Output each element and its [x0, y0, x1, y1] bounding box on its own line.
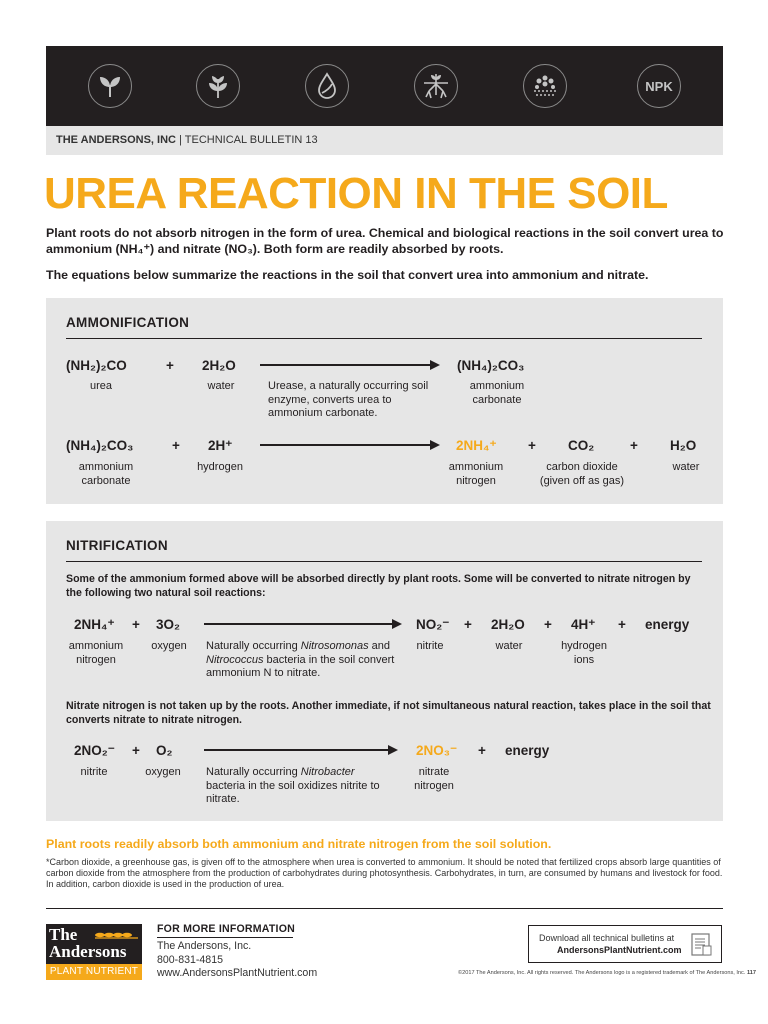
intro-summary: The equations below summarize the reactions in the soil that convert urea into ammonium and nitrate.: [46, 268, 649, 282]
label-ammonium-nitrogen: ammonium nitrogen: [448, 461, 504, 487]
formula-nitrite: NO₂⁻: [416, 617, 450, 632]
nitrobacter-note: [206, 766, 392, 807]
ammonification-title: AMMONIFICATION: [66, 315, 190, 330]
download-text: Download all technical bulletins at: [539, 933, 675, 943]
ammonification-panel: [46, 298, 723, 504]
label-water: water: [672, 461, 700, 473]
formula-ammonium-nitrogen: 2NH₄⁺: [74, 617, 115, 632]
formula-water: 2H₂O: [491, 617, 525, 632]
plant-growth-icon: [196, 64, 240, 108]
soil-particles-icon: [523, 64, 567, 108]
download-link[interactable]: AndersonsPlantNutrient.com: [557, 945, 682, 955]
bulletin-bar: [46, 126, 723, 155]
andersons-logo: [46, 924, 142, 980]
info-rule: [157, 937, 293, 938]
plus-sign: +: [630, 438, 638, 453]
formula-carbon-dioxide: CO₂: [568, 438, 595, 453]
formula-ammonium-carbonate: (NH₄)₂CO₃: [66, 438, 134, 453]
copyright-text: ©2017 The Andersons, Inc. All rights reserved. The Andersons logo is a registered trademark of The Andersons, Inc.: [458, 970, 746, 976]
download-box[interactable]: [528, 925, 722, 963]
label-carbon-dioxide: carbon dioxide (given off as gas): [539, 461, 625, 487]
plus-sign: +: [528, 438, 536, 453]
bulletin-code: 117: [746, 970, 756, 976]
energy-term: energy: [645, 617, 690, 632]
urease-note: Urease, a naturally occurring soil enzyme, converts urea to ammonium carbonate.: [268, 380, 429, 419]
note-text: and: [368, 640, 391, 652]
note-organism: Nitrosomonas: [300, 640, 369, 652]
sprout-icon: [88, 64, 132, 108]
nitrosomonas-note: [206, 640, 406, 681]
formula-nitrite: 2NO₂⁻: [74, 743, 115, 758]
copyright: [458, 970, 756, 976]
roots-icon: [414, 64, 458, 108]
nitrification-title: NITRIFICATION: [66, 538, 168, 553]
label-ammonium-carbonate: ammonium carbonate: [78, 461, 134, 487]
info-company: The Andersons, Inc.: [157, 940, 252, 952]
nitrification-panel: [46, 521, 723, 821]
info-title: FOR MORE INFORMATION: [157, 923, 295, 935]
intro-paragraph: Plant roots do not absorb nitrogen in the form of urea. Chemical and biological reactions in the soil convert urea to ammonium (NH₄⁺) and nitrate (NO₃). Both form are readily absorbed by roots.: [46, 226, 724, 256]
note-text: Naturally occurring: [206, 766, 301, 778]
energy-term: energy: [505, 743, 550, 758]
footer-rule: [46, 908, 723, 909]
label-hydrogen-ions: hydrogen ions: [561, 640, 607, 666]
formula-oxygen: O₂: [156, 743, 173, 758]
note-organism: Nitrococcus: [206, 653, 264, 666]
formula-hydrogen: 2H⁺: [208, 438, 233, 453]
label-ammonium-carbonate: ammonium carbonate: [469, 380, 525, 406]
footnote: *Carbon dioxide, a greenhouse gas, is given off to the atmosphere when urea is converted to ammonium. It should be noted that fertilized crops absorb large quantities of carbon dioxide from the atmosphere from the production of carbohydrates during photosynthesis. Carbohydrates, in turn, are consumed by humans and livestock for food. In addition, carbon dioxide is used in the production of urea.: [46, 857, 723, 889]
plus-sign: +: [544, 617, 552, 632]
reaction-arrow: [204, 619, 402, 629]
info-phone[interactable]: 800-831-4815: [157, 954, 223, 966]
formula-hydrogen-ions: 4H⁺: [571, 617, 596, 632]
npk-icon: [637, 64, 681, 108]
label-nitrate-nitrogen: nitrate nitrogen: [414, 766, 454, 792]
wheat-icon: [94, 928, 140, 942]
label-water: water: [207, 380, 235, 392]
formula-nitrate-nitrogen: 2NO₃⁻: [416, 743, 458, 758]
label-oxygen: oxygen: [145, 766, 181, 778]
label-nitrite: nitrite: [80, 766, 108, 778]
note-text: Naturally occurring: [206, 640, 301, 652]
npk-label: NPK: [645, 78, 673, 94]
bulletin-number: TECHNICAL BULLETIN 13: [184, 134, 318, 146]
logo-text: Andersons: [49, 942, 127, 961]
logo-text: The: [49, 925, 78, 944]
reaction-arrow: [204, 745, 398, 755]
label-hydrogen: hydrogen: [197, 461, 243, 473]
nitrification-intro: Some of the ammonium formed above will be absorbed directly by plant roots. Some will be converted to nitrate nitrogen by the following two natural soil reactions:: [66, 573, 691, 599]
separator: |: [179, 134, 182, 146]
plus-sign: +: [132, 743, 140, 758]
section-rule: [66, 561, 702, 562]
reaction-arrow: [260, 440, 440, 450]
closing-statement: Plant roots readily absorb both ammonium and nitrate nitrogen from the soil solution.: [46, 837, 552, 851]
formula-urea: (NH₂)₂CO: [66, 358, 127, 373]
formula-ammonium-nitrogen: 2NH₄⁺: [456, 438, 497, 453]
label-oxygen: oxygen: [151, 640, 187, 652]
formula-water: H₂O: [670, 438, 697, 453]
nitrate-paragraph: Nitrate nitrogen is not taken up by the roots. Another immediate, if not simultaneous natural reaction, takes place in the soil that converts nitrate to nitrate nitrogen.: [66, 700, 711, 726]
logo-subtitle: PLANT NUTRIENT: [46, 964, 142, 980]
label-water: water: [495, 640, 523, 652]
page-title: UREA REACTION IN THE SOIL: [44, 169, 668, 218]
note-text: bacteria in the soil convert ammonium N to nitrate.: [206, 653, 395, 679]
company-name: THE ANDERSONS, INC: [56, 134, 176, 146]
formula-oxygen: 3O₂: [156, 617, 181, 632]
section-rule: [66, 338, 702, 339]
plus-sign: +: [478, 743, 486, 758]
note-organism: Nitrobacter: [300, 766, 355, 778]
plus-sign: +: [464, 617, 472, 632]
logo-mark: [46, 924, 142, 964]
formula-ammonium-carbonate: (NH₄)₂CO₃: [457, 358, 525, 373]
leaf-drop-icon: [305, 64, 349, 108]
label-urea: urea: [89, 380, 113, 392]
plus-sign: +: [132, 617, 140, 632]
formula-water: 2H₂O: [202, 358, 236, 373]
plus-sign: +: [166, 358, 174, 373]
note-text: bacteria in the soil oxidizes nitrite to nitrate.: [206, 779, 380, 805]
label-nitrite: nitrite: [416, 640, 444, 652]
label-ammonium-nitrogen: ammonium nitrogen: [68, 640, 124, 666]
header-icon-band: [46, 46, 723, 126]
plus-sign: +: [618, 617, 626, 632]
info-website-link[interactable]: www.AndersonsPlantNutrient.com: [157, 967, 318, 979]
plus-sign: +: [172, 438, 180, 453]
reaction-arrow: [260, 360, 440, 370]
document-icon: [691, 933, 713, 957]
